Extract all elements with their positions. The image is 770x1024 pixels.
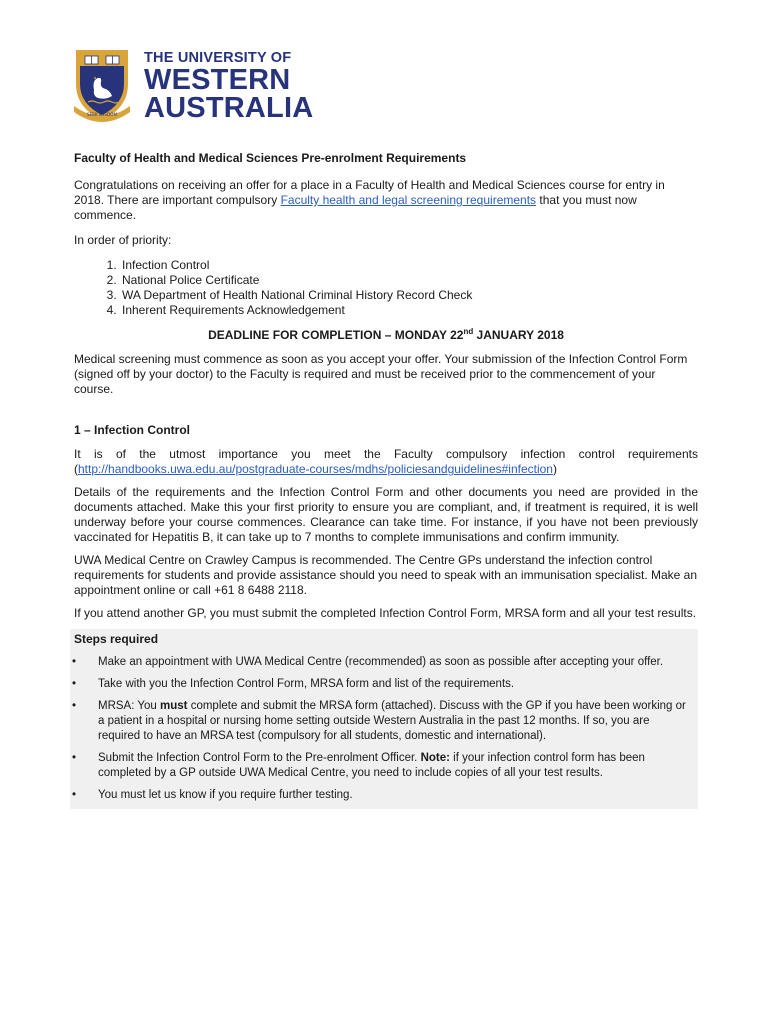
bullet-icon: • <box>72 752 77 764</box>
step-item <box>74 699 692 744</box>
svg-text:SEEK WISDOM: SEEK WISDOM <box>86 112 118 117</box>
priority-list <box>74 258 698 318</box>
document-title: Faculty of Health and Medical Sciences Pre-enrolment Requirements <box>74 151 467 165</box>
intro-text-before: Congratulations on receiving an offer for a place in a Faculty of Health and Medical Sciences course for entry in 2018. There are important compulsory <box>74 178 665 207</box>
step-text: You must let us know if you require further testing. <box>98 789 353 801</box>
step-text: Make an appointment with UWA Medical Centre (recommended) as soon as possible after accepting your offer. <box>98 656 664 668</box>
intro-paragraph <box>74 178 698 223</box>
step-text-after: if your infection control form has been completed by a GP outside UWA Medical Centre, you need to include copies of all your test results. <box>98 752 645 779</box>
utmost-importance-line: It is of the utmost importance you meet the Faculty compulsory infection control requirements <box>74 447 698 461</box>
step-text-before: MRSA: You <box>98 700 161 712</box>
step-text-after: complete and submit the MRSA form (attached). Discuss with the GP if you have been working or a patient in a hospital or nursing home setting outside Western Australia in the past 12 months. If so, you are required to have an MRSA test (compulsory for all students, domestic and international). <box>98 700 686 742</box>
priority-item: 1. Infection Control <box>120 258 698 273</box>
document-body <box>74 151 698 809</box>
steps-title: Steps required <box>74 632 159 646</box>
wordmark-line-1: THE UNIVERSITY OF <box>144 50 292 66</box>
wordmark-line-3: AUSTRALIA <box>144 92 314 124</box>
screening-requirements-link[interactable]: Faculty health and legal screening requirements <box>280 193 537 207</box>
step-emphasis: must <box>160 700 188 712</box>
step-item <box>74 751 692 781</box>
step-item <box>74 677 692 692</box>
steps-required-box <box>70 629 698 809</box>
deadline-text-after: JANUARY 2018 <box>473 328 564 342</box>
medical-centre-paragraph: UWA Medical Centre on Crawley Campus is recommended. The Centre GPs understand the infection control requirements for students and provide assistance should you need to speak with an immunisation specialist. Make an appointment online or call +61 8 6488 2118. <box>74 553 698 597</box>
bullet-icon: • <box>72 678 77 690</box>
wordmark <box>144 50 313 122</box>
bullet-icon: • <box>72 789 77 801</box>
bullet-icon: • <box>72 656 77 668</box>
priority-item: 4. Inherent Requirements Acknowledgement <box>120 303 698 318</box>
priority-label: In order of priority: <box>74 233 172 247</box>
other-gp-paragraph: If you attend another GP, you must submit the completed Infection Control Form, MRSA form and all your test results. <box>74 606 697 620</box>
step-text-before: Submit the Infection Control Form to the Pre-enrolment Officer. <box>98 752 421 764</box>
deadline-heading <box>74 328 698 343</box>
steps-list <box>74 655 692 803</box>
intro-text-after: that you must now commence. <box>74 193 637 222</box>
details-paragraph: Details of the requirements and the Infection Control Form and other documents you need are provided in the documents attached. Make this your first priority to ensure you are compliant, and, if treatment is required, it is well underway before your course commences. Clearance can take time. For instance, if you have not been previously vaccinated for Hepatitis B, it can take up to 7 months to complete immunisations and confirm immunity. <box>74 485 698 544</box>
handbook-infection-link[interactable]: http://handbooks.uwa.edu.au/postgraduate-courses/mdhs/policiesandguidelines#infection <box>78 462 553 476</box>
deadline-text-before: DEADLINE FOR COMPLETION – MONDAY 22 <box>208 328 464 342</box>
wordmark-line-2: WESTERN <box>144 64 291 96</box>
university-logo <box>72 46 312 122</box>
step-item <box>74 655 692 670</box>
step-item <box>74 788 692 803</box>
priority-item: 2. National Police Certificate <box>120 273 698 288</box>
step-text: Take with you the Infection Control Form, MRSA form and list of the requirements. <box>98 678 515 690</box>
step-note-label: Note: <box>420 752 450 764</box>
infection-control-heading: 1 – Infection Control <box>74 423 191 437</box>
paren-close: ) <box>552 462 557 476</box>
university-crest-icon <box>72 46 132 122</box>
paren-open: ( <box>74 462 78 476</box>
bullet-icon: • <box>72 700 77 712</box>
priority-item: 3. WA Department of Health National Criminal History Record Check <box>120 288 698 303</box>
deadline-superscript: nd <box>463 327 474 336</box>
handbook-link-line <box>74 462 698 477</box>
screening-paragraph: Medical screening must commence as soon as you accept your offer. Your submission of the Infection Control Form (signed off by your doctor) to the Faculty is required and must be received prior to the commencement of your course. <box>74 352 688 396</box>
